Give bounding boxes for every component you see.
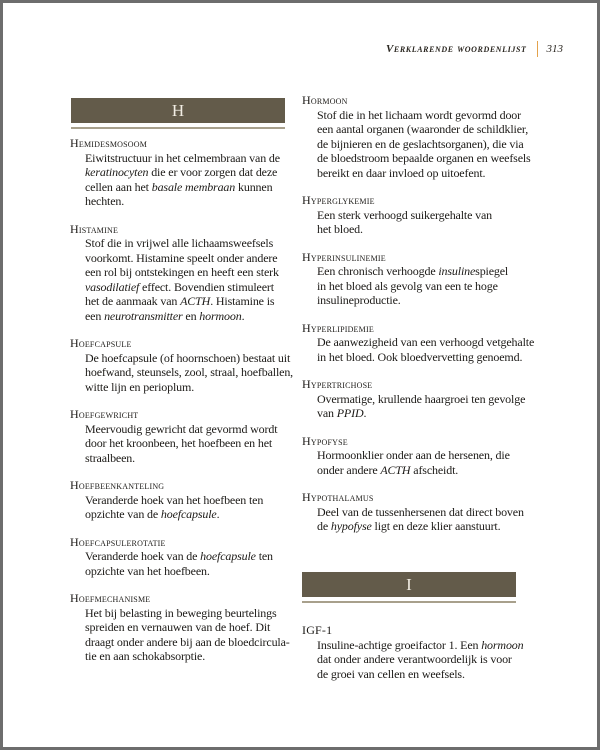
definition-line xyxy=(302,463,532,478)
definition-text: kunnen xyxy=(235,179,273,194)
definition-text: Hormoonklier onder aan de hersenen, die xyxy=(317,448,510,462)
definition-line xyxy=(302,208,532,223)
glossary-entry xyxy=(70,478,300,522)
emphasized-term: ACTH xyxy=(380,462,411,477)
definition-text: dat onder andere verantwoordelijk is voor xyxy=(317,652,512,666)
definition-text: Veranderde hoek van het hoefbeen ten xyxy=(85,492,264,507)
definition-text: hechten. xyxy=(85,194,125,208)
emphasized-term: hormoon xyxy=(481,637,524,652)
definition-text: ligt en deze klier aanstuurt. xyxy=(371,519,501,533)
emphasized-term: hypofyse xyxy=(330,519,372,533)
emphasized-term: PPID xyxy=(336,406,364,420)
definition-line xyxy=(70,294,300,309)
page-number: 313 xyxy=(546,43,563,55)
definition-line xyxy=(302,448,532,463)
definition-text: afscheidt. xyxy=(410,462,459,477)
definition-text: Deel van de tussenhersenen dat direct boven xyxy=(317,504,524,519)
definition-text: cellen aan het xyxy=(85,179,152,194)
entry-term: Hoefbeenkanteling xyxy=(70,478,165,492)
definition-text: Stof die in vrijwel alle lichaamsweefsels xyxy=(85,236,274,250)
definition-text: spreiden en vernauwen van de hoef. Dit xyxy=(85,620,271,634)
definition-line xyxy=(302,264,532,279)
definition-text: Overmatige, krullende haargroei ten gevolge xyxy=(317,391,526,406)
glossary-entry xyxy=(302,490,532,534)
definition-line xyxy=(302,406,532,421)
definition-line xyxy=(302,151,532,166)
left-column xyxy=(70,136,300,677)
running-header xyxy=(386,41,563,57)
section-header-i: I xyxy=(302,572,516,601)
definition-line xyxy=(302,222,532,237)
definition-line xyxy=(70,309,300,324)
definition-line xyxy=(70,606,300,621)
emphasized-term: neurotransmitter xyxy=(104,308,183,323)
emphasized-term: insuline xyxy=(438,264,476,278)
entry-term: Hyperglykemie xyxy=(302,193,375,207)
glossary-entry xyxy=(302,320,535,365)
definition-text: in het bloed als gevolg van een te hoge xyxy=(317,278,498,293)
definition-text: die er voor zorgen dat deze xyxy=(148,165,278,179)
definition-line xyxy=(70,165,300,180)
glossary-entry xyxy=(302,93,532,180)
definition-text: de bijnieren en de geslachtsorganen), die via xyxy=(317,136,524,151)
definition-text: bereikt en daar invloed op uitoefent. xyxy=(317,165,486,180)
emphasized-term: vasodilatief xyxy=(85,279,140,294)
definition-text: . xyxy=(216,507,220,521)
definition-text: witte lijn en perioplum. xyxy=(85,379,195,394)
definition-text: Een chronisch verhoogde xyxy=(317,264,439,278)
definition-line xyxy=(70,194,300,209)
definition-text: . xyxy=(363,406,367,420)
definition-line xyxy=(302,122,532,137)
definition-line xyxy=(302,137,532,152)
definition-text: opzichte van het hoefbeen. xyxy=(85,563,210,578)
definition-line xyxy=(70,451,300,466)
emphasized-term: basale membraan xyxy=(151,179,236,194)
definition-line xyxy=(302,293,532,308)
definition-line xyxy=(302,166,532,181)
i-section-entries xyxy=(302,623,532,694)
definition-line xyxy=(302,279,532,294)
definition-text: van xyxy=(317,406,337,420)
definition-text: hoefwand, steunsels, zool, straal, hoefballen, xyxy=(85,365,294,379)
definition-text: door het kroonbeen, het hoefbeen en het xyxy=(85,436,273,450)
definition-line xyxy=(70,380,300,395)
glossary-entry xyxy=(302,623,532,681)
emphasized-term: hormoon xyxy=(199,308,242,323)
definition-text: in het bloed. Ook bloedvervetting genoemd. xyxy=(317,349,523,364)
definition-line xyxy=(302,505,532,520)
emphasized-term: keratinocyten xyxy=(85,165,149,179)
definition-text: . Histamine is xyxy=(210,294,275,308)
chapter-title: Verklarende woordenlijst xyxy=(385,43,527,55)
definition-text: onder andere xyxy=(317,462,381,477)
definition-line xyxy=(302,392,532,407)
header-divider xyxy=(537,41,538,57)
definition-line xyxy=(302,108,532,123)
definition-text: Eiwitstructuur in het celmembraan van de xyxy=(85,150,280,165)
definition-line xyxy=(70,280,300,295)
right-column xyxy=(302,93,535,547)
definition-text: draagt onder andere bij aan de bloedcircula- xyxy=(85,634,290,649)
definition-text: Meervoudig gewricht dat gevormd wordt xyxy=(85,421,278,436)
entry-term: Hyperinsulinemie xyxy=(302,249,386,264)
glossary-entry xyxy=(70,591,300,664)
definition-line xyxy=(70,507,300,522)
definition-text: spiegel xyxy=(475,264,509,278)
glossary-entry xyxy=(70,222,300,324)
definition-line xyxy=(70,493,300,508)
entry-term: Hypertrichose xyxy=(302,377,373,391)
definition-line xyxy=(302,652,532,667)
entry-term: Hypothalamus xyxy=(302,490,374,504)
definition-text: en xyxy=(182,308,200,323)
definition-line xyxy=(302,350,532,365)
definition-text: Stof die in het lichaam wordt gevormd door xyxy=(317,107,521,122)
emphasized-term: ACTH xyxy=(180,294,211,308)
entry-term: IGF-1 xyxy=(302,623,333,637)
definition-text: het de aanmaak van xyxy=(85,294,181,308)
entry-term: Hoefcapsule xyxy=(70,336,132,350)
definition-text: ten xyxy=(255,549,273,563)
definition-text: Een sterk verhoogd suikergehalte van xyxy=(317,207,492,222)
definition-line xyxy=(70,236,300,251)
definition-text: Insuline-achtige groeifactor 1. Een xyxy=(317,637,482,652)
definition-line xyxy=(70,564,300,579)
glossary-entry xyxy=(302,193,532,237)
definition-line xyxy=(302,638,532,653)
entry-term: Hoefgewricht xyxy=(70,407,139,421)
definition-line xyxy=(70,436,300,451)
entry-term: Hormoon xyxy=(302,93,348,107)
definition-text: De aanwezigheid van een verhoogd vetgehalte xyxy=(317,335,535,349)
definition-line xyxy=(70,635,300,650)
glossary-entry xyxy=(302,377,532,421)
entry-term: Histamine xyxy=(70,221,119,236)
glossary-entry xyxy=(302,250,532,308)
definition-text: de xyxy=(317,519,331,533)
entry-term: Hemidesmosoom xyxy=(70,136,148,150)
definition-text: het bloed. xyxy=(317,222,363,236)
definition-text: een xyxy=(85,308,105,323)
definition-line xyxy=(70,620,300,635)
definition-text: voorkomt. Histamine speelt onder andere xyxy=(85,250,278,265)
emphasized-term: hoefcapsule xyxy=(160,507,217,521)
definition-line xyxy=(302,667,532,682)
definition-text: insulineproductie. xyxy=(317,293,401,307)
definition-line xyxy=(70,422,300,437)
glossary-entry xyxy=(70,407,300,465)
definition-text: Veranderde hoek van de xyxy=(85,549,201,563)
definition-line xyxy=(70,265,300,280)
definition-line xyxy=(302,519,532,534)
section-header-h: H xyxy=(71,98,285,127)
definition-text: Het bij belasting in beweging beurtelings xyxy=(85,605,277,620)
definition-text: De hoefcapsule (of hoornschoen) bestaat uit xyxy=(85,350,291,365)
definition-line xyxy=(70,365,300,380)
definition-line xyxy=(70,180,300,195)
definition-text: . xyxy=(241,308,245,323)
emphasized-term: hoefcapsule xyxy=(200,549,256,563)
entry-term: Hoefcapsulerotatie xyxy=(70,534,166,549)
glossary-entry xyxy=(70,336,300,394)
definition-text: een rol bij ontstekingen en heeft een sterk xyxy=(85,265,279,279)
definition-line xyxy=(70,649,300,664)
entry-term: Hypofyse xyxy=(302,433,348,448)
definition-line xyxy=(70,549,300,564)
definition-text: de groei van cellen en weefsels. xyxy=(317,666,465,681)
glossary-entry xyxy=(302,434,532,478)
glossary-entry xyxy=(70,136,300,209)
entry-term: Hoefmechanisme xyxy=(70,591,151,605)
definition-line xyxy=(70,251,300,266)
definition-text: effect. Bovendien stimuleert xyxy=(139,279,274,294)
definition-text: tie en aan schokabsorptie. xyxy=(85,649,206,663)
definition-text: de bloedstroom bepaalde organen en weefsels xyxy=(317,151,531,165)
entry-term: Hyperlipidemie xyxy=(302,320,374,335)
definition-text: een aantal organen (waaronder de schildklier, xyxy=(317,122,529,136)
definition-line xyxy=(70,351,300,366)
definition-text: opzichte van de xyxy=(85,507,161,521)
definition-line xyxy=(70,151,300,166)
definition-line xyxy=(302,335,535,350)
definition-text: straalbeen. xyxy=(85,450,135,465)
glossary-entry xyxy=(70,535,300,579)
